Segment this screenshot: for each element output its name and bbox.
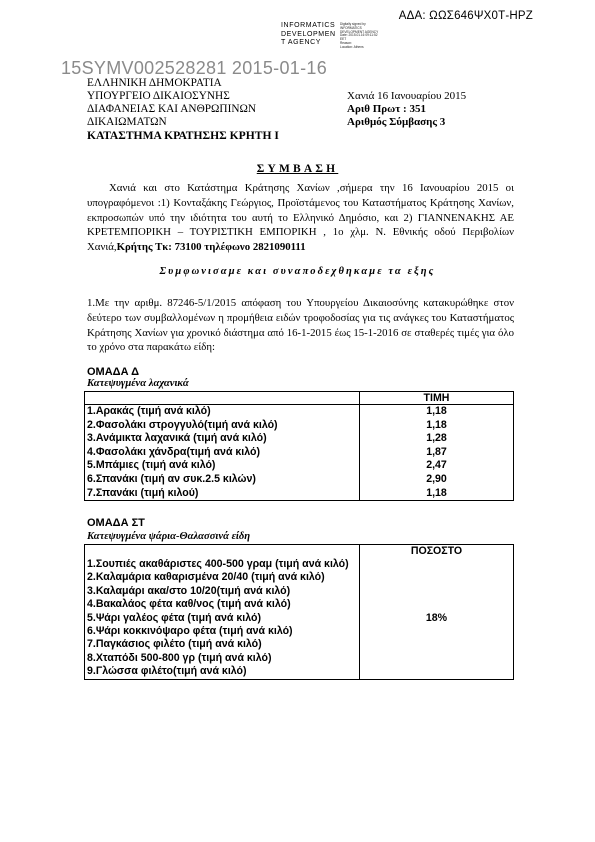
stamp-detail: Location: Athens (340, 44, 364, 49)
issuer-line: ΔΙΚΑΙΩΜΑΤΩΝ (87, 116, 167, 129)
document-date: Χανιά 16 Ιανουαρίου 2015 (347, 90, 467, 102)
group-st-subtitle: Κατεψυγμένα ψάρια-Θαλασσινά είδη (87, 531, 251, 542)
discount-percentage: 18% (425, 612, 448, 625)
stamp-line: INFORMATICS (281, 22, 336, 29)
item-price: 1,87 (426, 445, 447, 458)
table-cell (360, 545, 514, 680)
item-name: 3.Καλαμάρι ακα/στο 10/20(τιμή ανά κιλό) (87, 584, 291, 597)
item-name: 5.Ψάρι γαλέος φέτα (τιμή ανά κιλό) (87, 611, 261, 624)
item-name: 4.Βακαλάος φέτα καθ/νος (τιμή ανά κιλό) (87, 598, 291, 611)
stamp-detail: INFORMATICS (340, 25, 362, 30)
contract-number: Αριθμός Σύμβασης 3 (347, 116, 446, 128)
percentage-column-header: ΠΟΣΟΣΤΟ (410, 545, 463, 557)
group-d-price-table (84, 391, 514, 501)
item-price: 1,18 (426, 418, 447, 431)
table-cell (85, 405, 360, 501)
stamp-detail: Date: 2015.01.16 09:11:52 (340, 33, 378, 38)
ada-code: ΑΔΑ: ΩΩΣ646ΨΧ0Τ-ΗΡΖ (398, 10, 533, 22)
item-name: 2.Καλαμάρια καθαρισμένα 20/40 (τιμή ανά κιλό) (87, 571, 325, 584)
document-meta (347, 90, 466, 129)
item-name: 6.Σπανάκι (τιμή αν συκ.2.5 κιλών) (87, 472, 256, 485)
item-name: 1.Αρακάς (τιμή ανά κιλό) (87, 405, 211, 417)
group-d-title: ΟΜΑΔΑ Δ (87, 366, 140, 378)
table-cell (85, 392, 360, 405)
group-st-title: ΟΜΑΔΑ ΣΤ (87, 517, 145, 529)
document-title: ΣΥΜΒΑΣΗ (256, 163, 339, 175)
document-watermark: 15SYMV002528281 2015-01-16 (61, 58, 328, 78)
stamp-detail: Digitally signed by (340, 22, 366, 26)
issuer-institution: ΚΑΤΑΣΤΗΜΑ ΚΡΑΤΗΣΗΣ ΚΡΗΤΗ Ι (87, 129, 279, 143)
group-d-subtitle: Κατεψυγμένα λαχανικά (87, 378, 189, 389)
item-name: 9.Γλώσσα φιλέτο(τιμή ανά κιλό) (87, 665, 247, 678)
stamp-detail: EET (340, 37, 347, 42)
document-title-wrap (0, 159, 595, 177)
issuer-block (87, 77, 279, 142)
stamp-line: DEVELOPMEN (281, 30, 336, 38)
item-name: 5.Μπάμιες (τιμή ανά κιλό) (87, 459, 216, 472)
issuer-line: ΕΛΛΗΝΙΚΗ ΔΗΜΟΚΡΑΤΙΑ (87, 77, 222, 89)
item-name: 8.Χταπόδι 500-800 γρ (τιμή ανά κιλό) (87, 651, 272, 664)
award-paragraph: 1.Με την αριθμ. 87246-5/1/2015 απόφαση του Υπουργείου Δικαιοσύνης κατακυρώθηκε στον δεύτερο των συμβαλλομένων η προμήθεια ειδών τροφοδοσίας για τις ανάγκες του Καταστήματος Κράτησης Χανίων για χρονικό διάστημα από 16-1-2015 έως 15-1-2016 σε σταθερές τιμές για όλο το χρόνο στα παρακάτω είδη: (87, 297, 514, 354)
item-name: 7.Σπανάκι (τιμή κιλού) (87, 486, 199, 499)
item-price: 1,18 (426, 486, 447, 499)
table-header-row (85, 392, 514, 405)
item-price: 2,90 (426, 472, 447, 485)
parties-text: Χανιά και στο Κατάστημα Κράτησης Χανίων ,σήμερα την 16 Ιανουαρίου 2015 οι υπογραφόμενοι :1) Κονταξάκης Γεώργιος, Προϊστάμενος του Καταστήματος Κράτησης Χανίων, εκπροσωπών υπό την ιδιότητα του αυτή το Ελληνικό Δημόσιο, και 2) ΓΙΑΝΝΕΝΑΚΗΣ ΑΕ ΚΡΕΤΕΜΠΟΡΙΚΗ – ΤΟΥΡΙΣΤΙΚΗ ΕΜΠΟΡΙΚΗ , 1ο χλμ. Ν. Εθνικής οδού Περιβολίων Χανιά, (87, 182, 514, 254)
issuer-line: ΥΠΟΥΡΓΕΙΟ ΔΙΚΑΙΟΣΥΝΗΣ (87, 90, 230, 103)
stamp-detail: DEVELOPMENT AGENCY (340, 29, 379, 34)
table-cell (360, 405, 514, 501)
stamp-agency-name (281, 22, 336, 48)
table-cell (85, 545, 360, 680)
agreement-heading: Συμφωνισαμε και συναποδεχθηκαμε τα εξης (159, 266, 436, 277)
item-name: 6.Ψάρι κοκκινόψαρο φέτα (τιμή ανά κιλό) (87, 625, 293, 638)
stamp-signature-details (340, 23, 378, 50)
stamp-detail: Reason: (340, 40, 352, 45)
item-name: 4.Φασολάκι χάνδρα(τιμή ανά κιλό) (87, 445, 261, 458)
group-st-percentage-table (84, 544, 514, 680)
item-name: 1.Σουπιές ακαθάριστες 400-500 γραμ (τιμή ανά κιλό) (87, 558, 349, 570)
item-price: 1,18 (426, 405, 447, 417)
item-name: 2.Φασολάκι στρογγυλό(τιμή ανά κιλό) (87, 418, 278, 431)
item-price: 2,47 (426, 459, 447, 472)
item-price: 1,28 (426, 432, 447, 445)
price-column-header: ΤΙΜΗ (360, 392, 514, 405)
digital-signature-stamp (281, 22, 421, 52)
parties-contact: Κρήτης Τκ: 73100 τηλέφωνο 2821090111 (116, 241, 306, 254)
issuer-line: ΔΙΑΦΑΝΕΙΑΣ ΚΑΙ ΑΝΘΡΩΠΙΝΩΝ (87, 103, 257, 116)
item-name: 7.Παγκάσιος φιλέτο (τιμή ανά κιλό) (87, 638, 262, 651)
table-row (85, 545, 514, 680)
item-name: 3.Ανάμικτα λαχανικά (τιμή ανά κιλό) (87, 432, 267, 445)
table-row (85, 405, 514, 501)
stamp-line: T AGENCY (281, 39, 322, 47)
protocol-number: Αριθ Πρωτ : 351 (347, 103, 426, 115)
contract-parties-paragraph (87, 181, 514, 255)
